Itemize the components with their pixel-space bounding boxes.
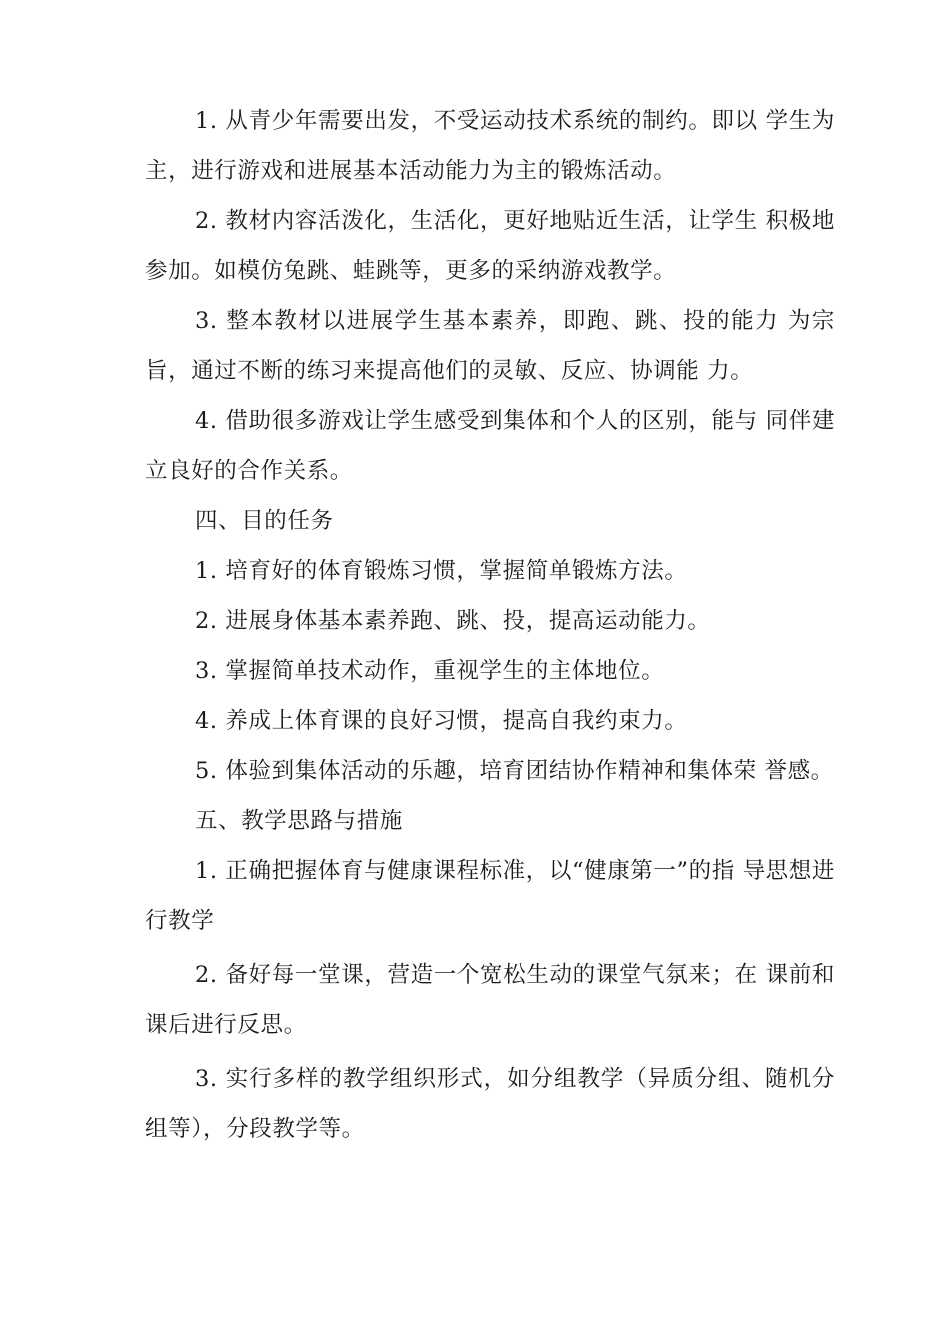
paragraph-4: 4. 借助很多游戏让学生感受到集体和个人的区别，能与 同伴建立良好的合作关系。	[145, 408, 835, 484]
paragraph-3: 3. 整本教材以进展学生基本素养，即跑、跳、投的能力 为宗旨，通过不断的练习来提高他们的灵敏、反应、协调能 力。	[145, 308, 835, 384]
goal-item-1: 1. 培育好的体育锻炼习惯，掌握简单锻炼方法。	[195, 558, 688, 584]
section-heading-goals: 四、目的任务	[195, 508, 334, 534]
paragraph-1: 1. 从青少年需要出发，不受运动技术系统的制约。即以 学生为主，进行游戏和进展基本活动能力为主的锻炼活动。	[145, 108, 835, 184]
goal-item-5: 5. 体验到集体活动的乐趣，培育团结协作精神和集体荣 誉感。	[195, 758, 834, 784]
section-heading-methods: 五、教学思路与措施	[195, 808, 403, 834]
method-item-1: 1. 正确把握体育与健康课程标准，以“健康第一”的指 导思想进行教学	[145, 858, 835, 934]
method-item-2: 2. 备好每一堂课，营造一个宽松生动的课堂气氛来；在 课前和课后进行反思。	[145, 962, 835, 1038]
goal-item-2: 2. 进展身体基本素养跑、跳、投，提高运动能力。	[195, 608, 711, 634]
method-item-3: 3. 实行多样的教学组织形式，如分组教学（异质分组、随机分组等），分段教学等。	[145, 1066, 835, 1142]
goal-item-3: 3. 掌握简单技术动作，重视学生的主体地位。	[195, 658, 665, 684]
document-body	[145, 96, 835, 1154]
goal-item-4: 4. 养成上体育课的良好习惯，提高自我约束力。	[195, 708, 688, 734]
paragraph-2: 2. 教材内容活泼化，生活化，更好地贴近生活，让学生 积极地参加。如模仿兔跳、蛙跳等，更多的采纳游戏教学。	[145, 208, 835, 284]
